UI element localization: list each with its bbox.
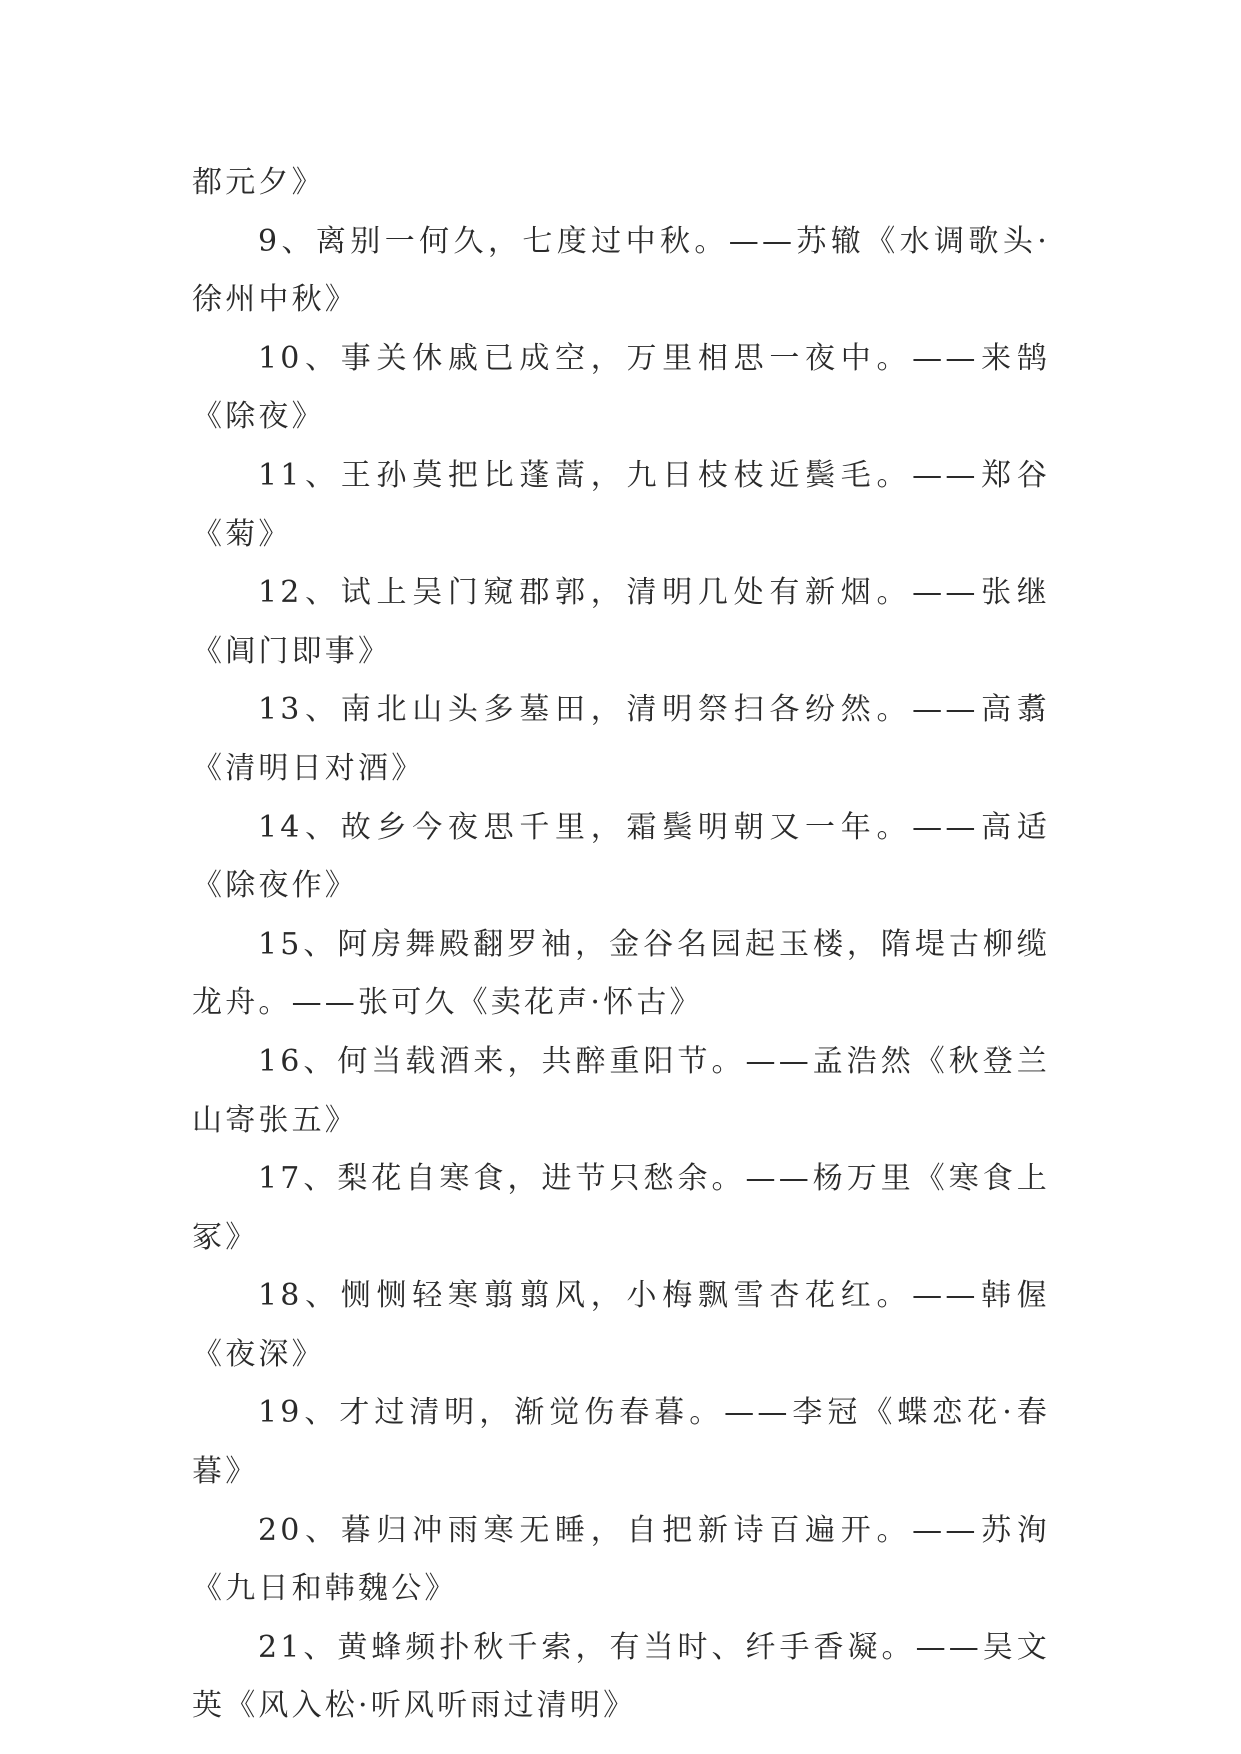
- poem-quote-15: 15、阿房舞殿翻罗袖，金谷名园起玉楼，隋堤古柳缆龙舟。——张可久《卖花声·怀古》: [192, 926, 1050, 1021]
- poem-quote-13: 13、南北山头多墓田，清明祭扫各纷然。——高翥《清明日对酒》: [192, 692, 1050, 786]
- poem-quote-21: 21、黄蜂频扑秋千索，有当时、纤手香凝。——吴文英《风入松·听风听雨过清明》: [192, 1629, 1050, 1724]
- poem-quote-20: 20、暮归冲雨寒无睡，自把新诗百遍开。——苏洵《九日和韩魏公》: [192, 1512, 1050, 1607]
- document-body: [192, 154, 1050, 1736]
- poem-quote-12: 12、试上吴门窥郡郭，清明几处有新烟。——张继《阊门即事》: [192, 575, 1050, 669]
- poem-quote-11: 11、王孙莫把比蓬蒿，九日枝枝近鬓毛。——郑谷《菊》: [192, 457, 1050, 552]
- poem-quote-9: 9、离别一何久，七度过中秋。——苏辙《水调歌头·徐州中秋》: [192, 223, 1050, 318]
- poem-quote-19: 19、才过清明，渐觉伤春暮。——李冠《蝶恋花·春暮》: [192, 1395, 1050, 1490]
- poem-quote-16: 16、何当载酒来，共醉重阳节。——孟浩然《秋登兰山寄张五》: [192, 1043, 1050, 1138]
- poem-quote-10: 10、事关休戚已成空，万里相思一夜中。——来鹄《除夜》: [192, 340, 1050, 435]
- poem-quote-18: 18、恻恻轻寒翦翦风，小梅飘雪杏花红。——韩偓《夜深》: [192, 1278, 1050, 1372]
- poem-quote-17: 17、梨花自寒食，进节只愁余。——杨万里《寒食上冢》: [192, 1161, 1050, 1255]
- paragraph-continuation: 都元夕》: [192, 165, 325, 200]
- poem-quote-14: 14、故乡今夜思千里，霜鬓明朝又一年。——高适《除夜作》: [192, 809, 1050, 904]
